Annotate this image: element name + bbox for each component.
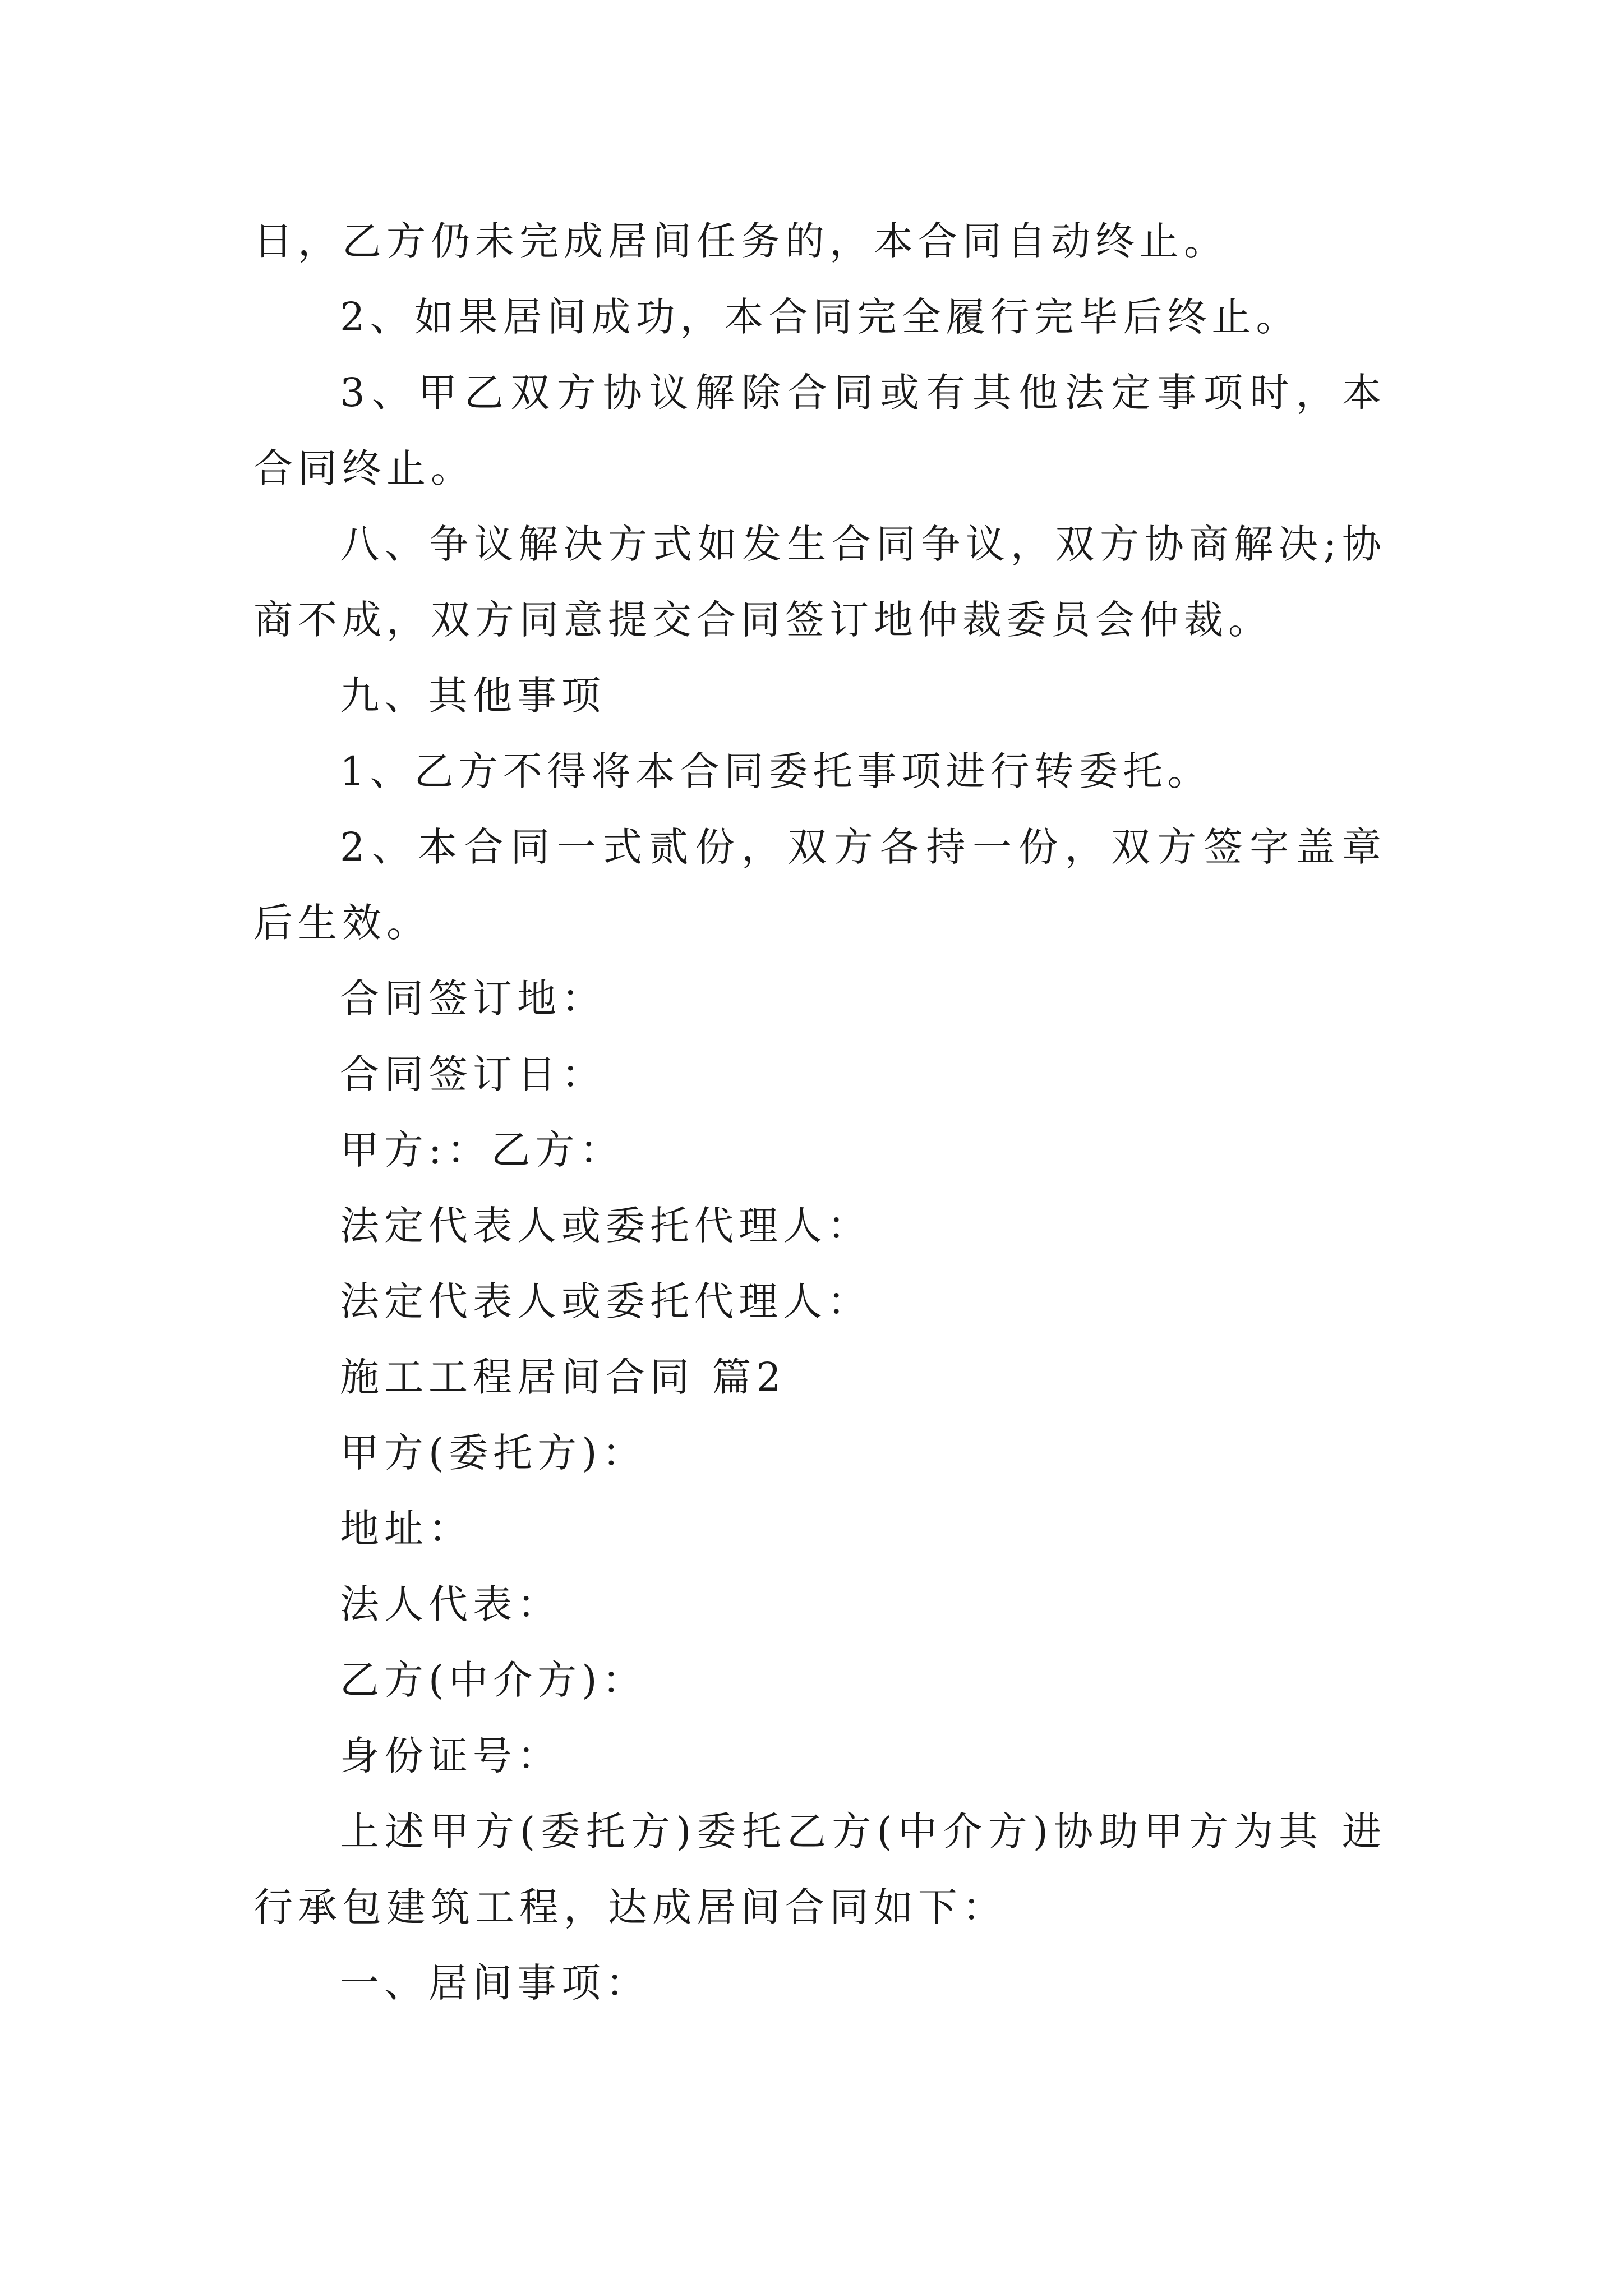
paragraph-9: 合同签订日： bbox=[340, 1051, 606, 1097]
paragraph-10: 甲方:：乙方： bbox=[340, 1127, 624, 1173]
paragraph-4: 八、争议解决方式如发生合同争议，双方协商解决;协商不成，双方同意提交合同签订地仲裁委员会仲裁。 bbox=[253, 521, 1386, 643]
paragraph-11: 法定代表人或委托代理人： bbox=[340, 1203, 872, 1249]
paragraph-1: 日，乙方仍未完成居间任务的，本合同自动终止。 bbox=[253, 218, 1228, 264]
paragraph-18: 身份证号： bbox=[340, 1733, 561, 1779]
paragraph-19: 上述甲方(委托方)委托乙方(中介方)协助甲方为其 进行承包建筑工程，达成居间合同如下： bbox=[253, 1809, 1386, 1930]
paragraph-6: 1、乙方不得将本合同委托事项进行转委托。 bbox=[340, 748, 1212, 794]
paragraph-12: 法定代表人或委托代理人： bbox=[340, 1278, 872, 1324]
paragraph-13: 施工工程居间合同 篇2 bbox=[340, 1354, 786, 1400]
paragraph-16: 法人代表： bbox=[340, 1581, 561, 1627]
paragraph-20: 一、居间事项： bbox=[340, 1960, 650, 2006]
paragraph-5: 九、其他事项 bbox=[340, 673, 606, 719]
paragraph-3: 3、甲乙双方协议解除合同或有其他法定事项时，本合同终止。 bbox=[253, 370, 1386, 491]
document-body bbox=[253, 204, 1386, 2021]
paragraph-7: 2、本合同一式贰份，双方各持一份，双方签字盖章后生效。 bbox=[253, 824, 1386, 946]
paragraph-14: 甲方(委托方)： bbox=[340, 1430, 647, 1476]
paragraph-8: 合同签订地： bbox=[340, 976, 606, 1022]
paragraph-17: 乙方(中介方)： bbox=[340, 1657, 647, 1703]
paragraph-2: 2、如果居间成功，本合同完全履行完毕后终止。 bbox=[340, 294, 1301, 340]
paragraph-15: 地址： bbox=[340, 1506, 473, 1552]
